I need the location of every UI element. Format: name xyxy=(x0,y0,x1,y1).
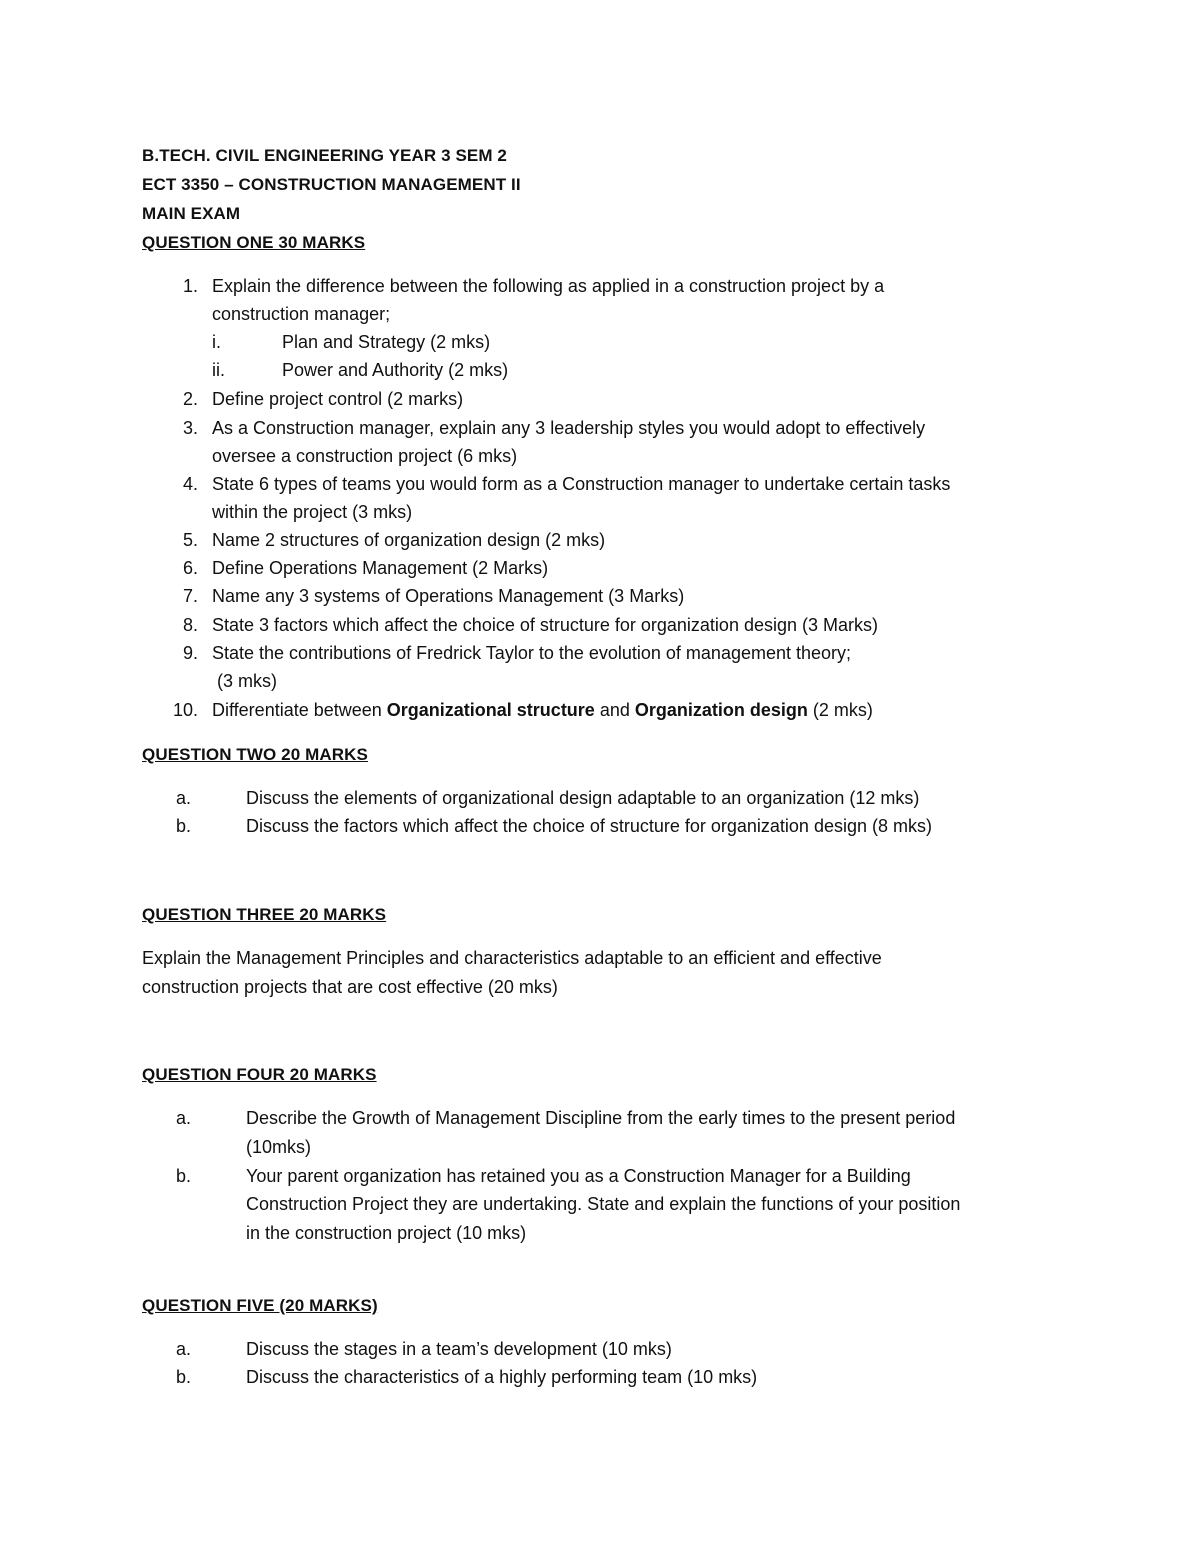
item-number: 9. xyxy=(182,643,198,663)
item-number: 1. xyxy=(182,276,198,296)
bold-term: Organization design xyxy=(634,700,808,720)
item-text-part: (2 mks) xyxy=(807,700,873,720)
item-number: 2. xyxy=(182,389,198,409)
sub-item-text: Plan and Strategy (2 mks) xyxy=(282,332,491,352)
sub-item-text: Power and Authority (2 mks) xyxy=(282,360,509,380)
item-text: (10mks) xyxy=(246,1137,312,1157)
item-number: 6. xyxy=(182,558,198,578)
item-letter: b. xyxy=(176,1166,192,1186)
item-letter: a. xyxy=(176,1339,192,1359)
sub-item-number: i. xyxy=(212,332,221,352)
item-text: Name any 3 systems of Operations Management (3 Marks) xyxy=(212,586,685,606)
question-four-title: QUESTION FOUR 20 MARKS xyxy=(142,1065,377,1084)
item-text: Discuss the elements of organizational design adaptable to an organization (12 mks) xyxy=(246,788,920,808)
paragraph-line: Explain the Management Principles and characteristics adaptable to an efficient and effective xyxy=(142,948,882,968)
item-text: Discuss the characteristics of a highly performing team (10 mks) xyxy=(246,1367,758,1387)
bold-term: Organizational structure xyxy=(386,700,595,720)
sub-item-number: ii. xyxy=(212,360,225,380)
item-text: (3 mks) xyxy=(212,671,277,691)
item-text: Discuss the stages in a team’s development (10 mks) xyxy=(246,1339,672,1359)
item-text: As a Construction manager, explain any 3 leadership styles you would adopt to effectively xyxy=(212,418,926,438)
question-five-title: QUESTION FIVE (20 MARKS) xyxy=(142,1296,378,1315)
item-text: in the construction project (10 mks) xyxy=(246,1223,527,1243)
item-text: construction manager; xyxy=(212,304,391,324)
question-three-title: QUESTION THREE 20 MARKS xyxy=(142,905,387,924)
exam-type: MAIN EXAM xyxy=(142,204,241,223)
item-text: Your parent organization has retained you as a Construction Manager for a Building xyxy=(246,1166,911,1186)
item-text: Define Operations Management (2 Marks) xyxy=(212,558,549,578)
item-number: 7. xyxy=(182,586,198,606)
item-number: 3. xyxy=(182,418,198,438)
item-number: 10. xyxy=(172,700,198,720)
item-text: State 3 factors which affect the choice of structure for organization design (3 Marks) xyxy=(212,615,878,635)
item-letter: a. xyxy=(176,788,192,808)
item-text: State the contributions of Fredrick Taylor to the evolution of management theory; xyxy=(212,643,852,663)
item-text: Discuss the factors which affect the choice of structure for organization design (8 mks) xyxy=(246,816,932,836)
item-text: State 6 types of teams you would form as a Construction manager to undertake certain tasks xyxy=(212,474,951,494)
program-title: B.TECH. CIVIL ENGINEERING YEAR 3 SEM 2 xyxy=(142,146,507,165)
item-text: Name 2 structures of organization design (2 mks) xyxy=(212,530,606,550)
course-title: ECT 3350 – CONSTRUCTION MANAGEMENT II xyxy=(142,175,521,194)
item-letter: b. xyxy=(176,1367,192,1387)
item-text-part: and xyxy=(594,700,635,720)
item-number: 5. xyxy=(182,530,198,550)
question-two-title: QUESTION TWO 20 MARKS xyxy=(142,745,368,764)
paragraph-line: construction projects that are cost effective (20 mks) xyxy=(142,977,558,997)
item-number: 8. xyxy=(182,615,198,635)
item-text-part: Differentiate between xyxy=(212,700,387,720)
question-one-title: QUESTION ONE 30 MARKS xyxy=(142,233,366,252)
item-text: Describe the Growth of Management Discipline from the early times to the present period xyxy=(246,1108,956,1128)
item-letter: a. xyxy=(176,1108,192,1128)
item-text xyxy=(212,696,1092,724)
item-text: within the project (3 mks) xyxy=(212,502,413,522)
item-text: Explain the difference between the following as applied in a construction project by a xyxy=(212,276,885,296)
item-number: 4. xyxy=(182,474,198,494)
item-letter: b. xyxy=(176,816,192,836)
item-text: oversee a construction project (6 mks) xyxy=(212,446,518,466)
item-text: Construction Project they are undertaking. State and explain the functions of your position xyxy=(246,1194,961,1214)
item-text: Define project control (2 marks) xyxy=(212,389,464,409)
